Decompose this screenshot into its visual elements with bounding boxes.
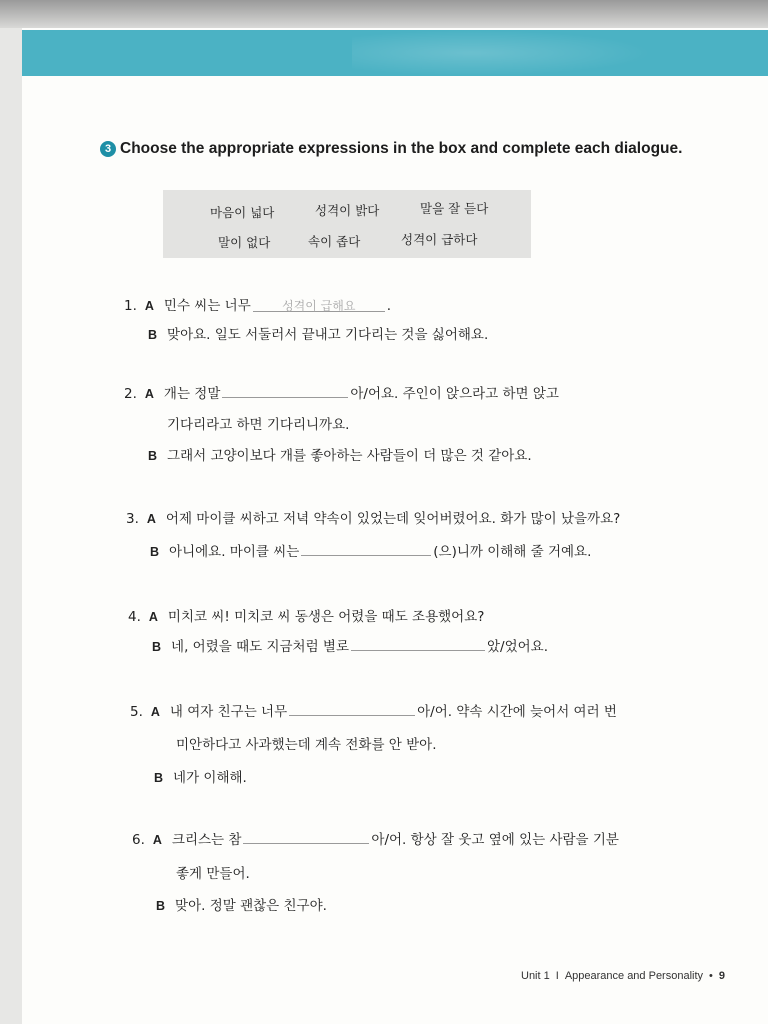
page-footer (521, 970, 725, 982)
speaker-label: A (148, 610, 158, 624)
dialogue-line (124, 382, 559, 402)
question-number: 1. (124, 298, 137, 314)
question-number: 5. (130, 704, 143, 720)
dialogue-line (176, 733, 437, 753)
answer-blank[interactable] (351, 636, 485, 651)
dialogue-text: 맞아. 정말 괜찮은 친구야. (175, 898, 327, 914)
dialogue-text: 개는 정말 (163, 386, 221, 402)
dialogue-text: 기다리라고 하면 기다리니까요. (167, 417, 350, 433)
dialogue-line (148, 444, 532, 464)
footer-separator: I (555, 970, 559, 982)
dialogue-text: 았/었어요. (486, 639, 548, 655)
dialogue-text: (으)니까 이해해 줄 거예요. (433, 544, 592, 560)
dialogue-line (130, 700, 617, 720)
speaker-label: B (150, 545, 160, 559)
dialogue-text: 미안하다고 사과했는데 계속 전화를 안 받아. (176, 737, 437, 753)
instruction-text: Choose the appropriate expressions in the box and complete each dialogue. (120, 140, 683, 157)
footer-bullet: • (709, 970, 713, 982)
dialogue-text: 민수 씨는 너무 (163, 298, 251, 314)
page-top-shadow (0, 0, 768, 28)
dialogue-text: 내 여자 친구는 너무 (169, 704, 288, 720)
dialogue-line (126, 507, 620, 527)
dialogue-line (132, 828, 619, 848)
speaker-label: A (150, 705, 160, 719)
speaker-label: B (156, 899, 166, 913)
speaker-label: B (148, 328, 158, 342)
speaker-label: A (144, 299, 154, 313)
dialogue-text: 아/어. 약속 시간에 늦어서 여러 번 (417, 704, 617, 720)
footer-title: Appearance and Personality (564, 970, 704, 982)
dialogue-text: 크리스는 참 (171, 832, 242, 848)
speaker-label: B (154, 771, 164, 785)
dialogue-line (156, 894, 327, 914)
expression-item: 속이 좁다 (308, 234, 361, 249)
answer-blank[interactable] (301, 541, 431, 556)
dialogue-text: 어제 마이클 씨하고 저녁 약속이 있었는데 잊어버렸어요. 화가 많이 났을까요? (165, 511, 621, 527)
question-number: 4. (128, 609, 141, 625)
speaker-label: B (152, 640, 162, 654)
expression-item: 말이 없다 (218, 235, 271, 250)
dialogue-line (124, 294, 391, 314)
answer-blank[interactable] (222, 383, 348, 398)
header-band-pattern (352, 30, 652, 76)
dialogue-line (167, 413, 349, 433)
question-number: 6. (132, 832, 145, 848)
dialogue-line (176, 862, 250, 882)
answer-blank[interactable] (253, 297, 385, 312)
expression-item: 마음이 넓다 (210, 205, 275, 220)
handwritten-answer: 성격이 급해요 (282, 299, 356, 313)
page-number: 9 (718, 970, 726, 982)
expression-item: 말을 잘 듣다 (420, 201, 489, 216)
answer-blank[interactable] (243, 829, 369, 844)
dialogue-text: 네가 이해해. (173, 770, 247, 786)
dialogue-text: 미치코 씨! 미치코 씨 동생은 어렸을 때도 조용했어요? (167, 609, 485, 625)
dialogue-text: 아/어요. 주인이 앉으라고 하면 앉고 (350, 386, 559, 402)
dialogue-text: . (386, 298, 392, 314)
speaker-label: A (152, 833, 162, 847)
dialogue-text: 아니에요. 마이클 씨는 (169, 544, 300, 560)
dialogue-line (150, 540, 591, 560)
expression-item: 성격이 밝다 (315, 203, 380, 218)
dialogue-text: 그래서 고양이보다 개를 좋아하는 사람들이 더 많은 것 같아요. (167, 448, 532, 464)
speaker-label: A (144, 387, 154, 401)
expression-item: 성격이 급하다 (401, 232, 478, 247)
dialogue-text: 맞아요. 일도 서둘러서 끝내고 기다리는 것을 싫어해요. (167, 327, 489, 343)
exercise-number-badge: 3 (100, 141, 116, 157)
speaker-label: A (146, 512, 156, 526)
dialogue-line (148, 323, 488, 343)
exercise-instruction (100, 140, 682, 158)
dialogue-text: 아/어. 항상 잘 웃고 옆에 있는 사람을 기분 (371, 832, 619, 848)
dialogue-line (154, 766, 247, 786)
dialogue-text: 네, 어렸을 때도 지금처럼 별로 (171, 639, 349, 655)
dialogue-line (152, 635, 548, 655)
answer-blank[interactable] (289, 701, 415, 716)
dialogue-text: 좋게 만들어. (176, 866, 250, 882)
question-number: 2. (124, 386, 137, 402)
header-band (22, 30, 768, 76)
speaker-label: B (148, 449, 158, 463)
question-number: 3. (126, 511, 139, 527)
dialogue-line (128, 605, 484, 625)
footer-unit: Unit 1 (521, 970, 550, 982)
